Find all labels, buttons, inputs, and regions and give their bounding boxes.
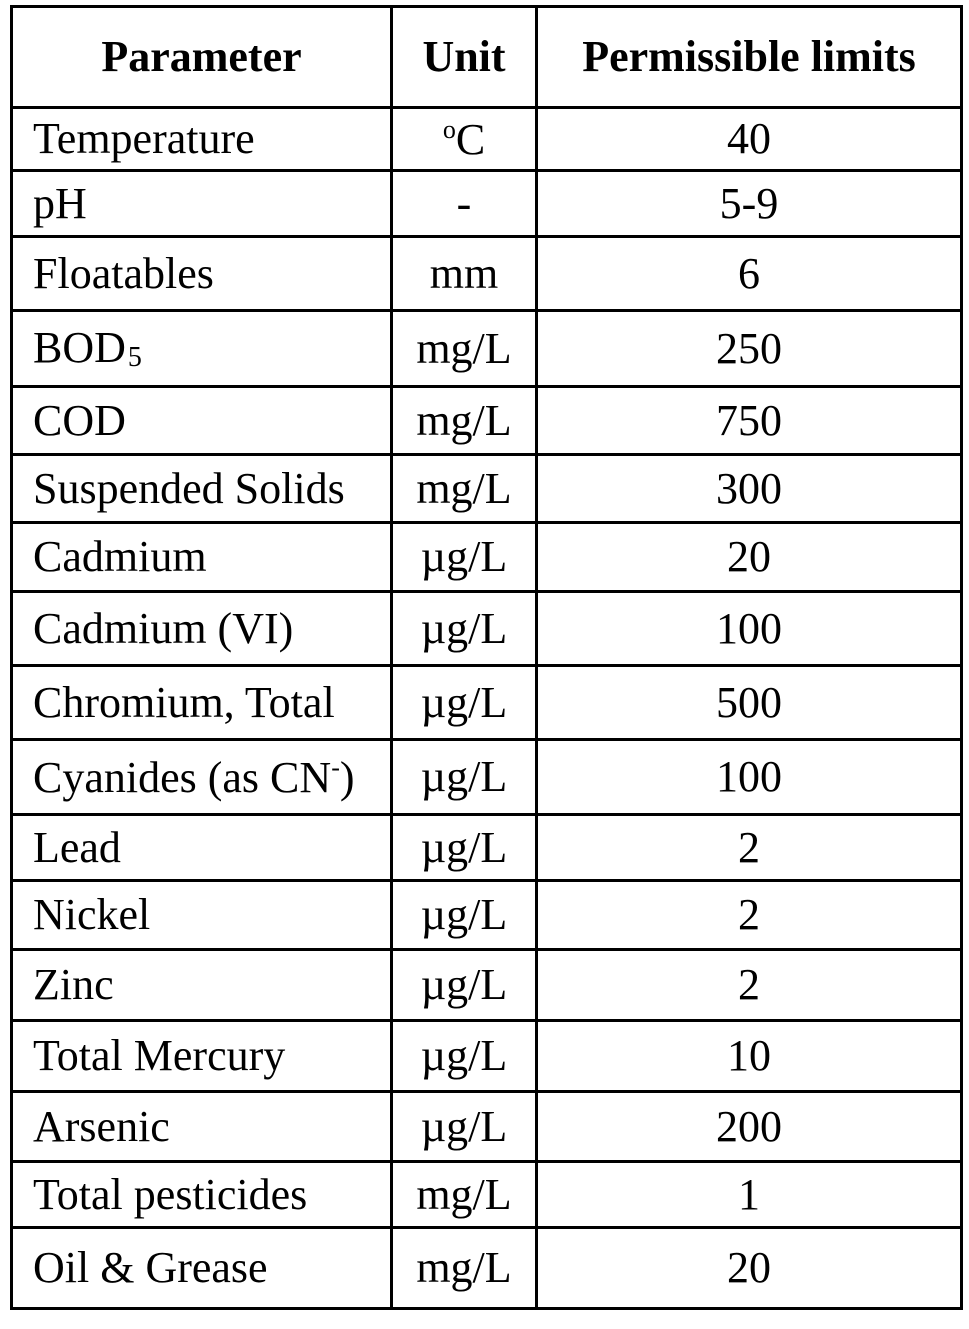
parameter-name: Cadmium (VI)	[33, 603, 294, 653]
parameter-cell	[12, 1021, 392, 1092]
parameter-name: Arsenic	[33, 1101, 170, 1151]
unit-value: µg/L	[420, 752, 508, 801]
parameter-name: Floatables	[33, 248, 214, 298]
unit-value: mg/L	[416, 463, 512, 513]
unit-cell	[392, 455, 537, 523]
parameter-cell	[12, 108, 392, 171]
permissible-limit-cell: 750	[537, 387, 962, 455]
parameter-cell	[12, 950, 392, 1021]
permissible-limit-cell: 2	[537, 815, 962, 881]
parameter-cell	[12, 881, 392, 950]
unit-value: µg/L	[420, 822, 508, 872]
parameter-cell	[12, 455, 392, 523]
unit-cell	[392, 1092, 537, 1162]
parameter-name: Oil & Grease	[33, 1243, 268, 1292]
permissible-limit-cell: 100	[537, 592, 962, 666]
unit-superscript: o	[442, 114, 456, 144]
table-row	[12, 171, 962, 237]
permissible-limit-cell: 40	[537, 108, 962, 171]
parameter-cell	[12, 171, 392, 237]
table-row	[12, 1021, 962, 1092]
unit-cell	[392, 1162, 537, 1228]
parameter-name: Temperature	[33, 114, 255, 163]
unit-value: µg/L	[420, 603, 508, 653]
unit-cell	[392, 666, 537, 740]
table-row	[12, 1092, 962, 1162]
table-row	[12, 1228, 962, 1309]
parameter-subscript: 5	[127, 341, 142, 373]
unit-value: µg/L	[420, 890, 508, 939]
table-body	[12, 108, 962, 1309]
unit-cell	[392, 171, 537, 237]
parameter-cell	[12, 1092, 392, 1162]
permissible-limit-cell: 20	[537, 1228, 962, 1309]
table-row	[12, 666, 962, 740]
parameter-name: BOD	[33, 322, 126, 372]
parameter-cell	[12, 387, 392, 455]
table-row	[12, 740, 962, 815]
unit-cell	[392, 740, 537, 815]
table-row	[12, 108, 962, 171]
unit-cell	[392, 950, 537, 1021]
table-row	[12, 455, 962, 523]
parameter-cell	[12, 592, 392, 666]
unit-value: -	[456, 178, 472, 228]
table-row	[12, 950, 962, 1021]
header-row	[12, 7, 962, 108]
parameter-cell	[12, 311, 392, 387]
parameter-name: Suspended Solids	[33, 463, 345, 513]
permissible-limit-cell: 250	[537, 311, 962, 387]
permissible-limit-cell: 5-9	[537, 171, 962, 237]
permissible-limits-table	[10, 5, 963, 1310]
parameter-name: pH	[33, 178, 87, 228]
header-parameter: Parameter	[12, 7, 392, 108]
unit-value: C	[455, 114, 486, 164]
unit-cell	[392, 1021, 537, 1092]
table-row	[12, 311, 962, 387]
unit-cell	[392, 237, 537, 311]
parameter-name: Cyanides (as CN	[33, 752, 332, 802]
permissible-limit-cell: 100	[537, 740, 962, 815]
parameter-superscript: -	[331, 752, 340, 782]
permissible-limit-cell: 200	[537, 1092, 962, 1162]
table-row	[12, 592, 962, 666]
header-unit: Unit	[392, 7, 537, 108]
parameter-cell	[12, 523, 392, 592]
parameter-name: Lead	[33, 822, 121, 872]
unit-value: mg/L	[416, 395, 512, 445]
parameter-suffix: )	[339, 752, 355, 802]
parameter-name: Zinc	[33, 960, 114, 1009]
parameter-cell	[12, 237, 392, 311]
parameter-name: Total Mercury	[33, 1031, 286, 1080]
parameter-cell	[12, 740, 392, 815]
unit-value: mg/L	[416, 1243, 512, 1292]
parameter-name: Nickel	[33, 890, 151, 939]
permissible-limit-cell: 2	[537, 950, 962, 1021]
unit-cell	[392, 592, 537, 666]
unit-value: µg/L	[420, 1101, 508, 1151]
unit-value: mg/L	[416, 1169, 512, 1219]
permissible-limit-cell: 1	[537, 1162, 962, 1228]
permissible-limit-cell: 2	[537, 881, 962, 950]
unit-cell	[392, 311, 537, 387]
permissible-limit-cell: 10	[537, 1021, 962, 1092]
unit-cell	[392, 1228, 537, 1309]
unit-value: µg/L	[420, 532, 508, 581]
unit-value: µg/L	[420, 960, 508, 1009]
unit-value: mg/L	[416, 323, 512, 373]
unit-cell	[392, 387, 537, 455]
unit-value: µg/L	[420, 677, 508, 727]
parameter-name: Cadmium	[33, 532, 207, 581]
parameter-name: Chromium, Total	[33, 677, 335, 727]
unit-cell	[392, 881, 537, 950]
permissible-limit-cell: 6	[537, 237, 962, 311]
permissible-limit-cell: 300	[537, 455, 962, 523]
table-row	[12, 815, 962, 881]
unit-value: µg/L	[420, 1031, 508, 1080]
table-row	[12, 237, 962, 311]
table-row	[12, 387, 962, 455]
parameter-cell	[12, 1228, 392, 1309]
parameter-name: COD	[33, 395, 126, 445]
table-row	[12, 523, 962, 592]
unit-cell	[392, 108, 537, 171]
parameter-cell	[12, 815, 392, 881]
permissible-limit-cell: 20	[537, 523, 962, 592]
permissible-limit-cell: 500	[537, 666, 962, 740]
parameter-cell	[12, 1162, 392, 1228]
parameter-name: Total pesticides	[33, 1169, 308, 1219]
unit-cell	[392, 523, 537, 592]
header-permissible-limits: Permissible limits	[537, 7, 962, 108]
parameter-cell	[12, 666, 392, 740]
table-row	[12, 881, 962, 950]
table-row	[12, 1162, 962, 1228]
unit-value: mm	[429, 248, 499, 298]
unit-cell	[392, 815, 537, 881]
